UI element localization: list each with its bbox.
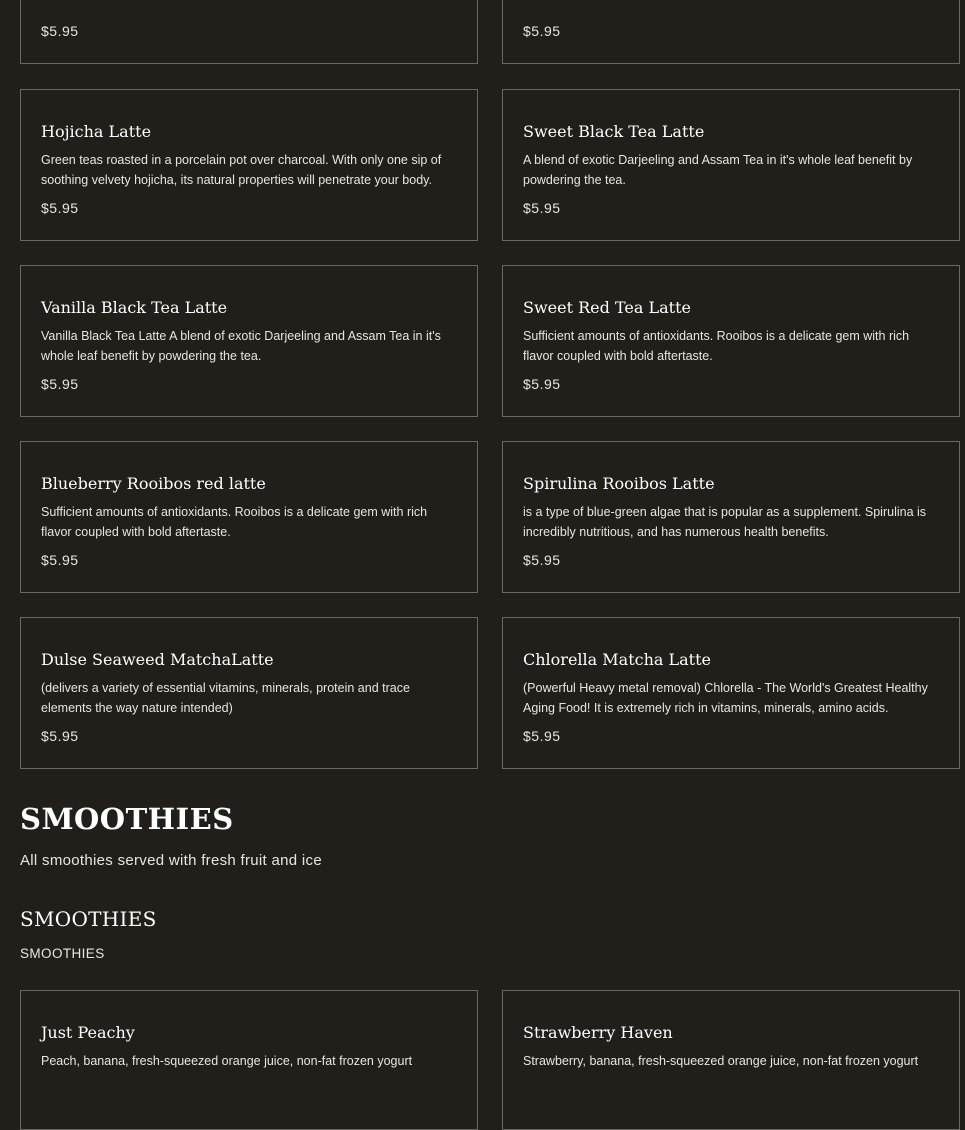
menu-item-card[interactable] [502, 0, 960, 64]
section-description: All smoothies served with fresh fruit and ice [20, 852, 322, 869]
menu-item-title: Vanilla Black Tea Latte [41, 298, 228, 317]
menu-item-card[interactable] [20, 441, 478, 593]
menu-item-title: Blueberry Rooibos red latte [41, 474, 266, 493]
category-title: SMOOTHIES [20, 907, 157, 931]
menu-item-title: Strawberry Haven [523, 1023, 673, 1042]
menu-item-price: $5.95 [523, 200, 561, 216]
category-description: SMOOTHIES [20, 946, 105, 961]
menu-item-description: Sufficient amounts of antioxidants. Rooibos is a delicate gem with rich flavor coupled with bold aftertaste. [41, 505, 428, 539]
menu-item-price: $5.95 [41, 200, 79, 216]
menu-item-card[interactable] [20, 617, 478, 769]
menu-item-description: (delivers a variety of essential vitamins, minerals, protein and trace elements the way nature intended) [41, 681, 410, 715]
menu-item-price: $5.95 [41, 728, 79, 744]
menu-item-title: Dulse Seaweed MatchaLatte [41, 650, 274, 669]
menu-item-price: $5.95 [523, 23, 561, 39]
menu-item-price: $5.95 [523, 728, 561, 744]
menu-item-description: Peach, banana, fresh-squeezed orange juice, non-fat frozen yogurt [41, 1054, 413, 1068]
menu-item-title: Hojicha Latte [41, 122, 152, 141]
menu-item-description: A blend of exotic Darjeeling and Assam Tea in it's whole leaf benefit by powdering the tea. [523, 153, 913, 187]
menu-item-description: Strawberry, banana, fresh-squeezed orange juice, non-fat frozen yogurt [523, 1054, 919, 1068]
menu-item-card[interactable] [20, 0, 478, 64]
section-title: SMOOTHIES [20, 802, 234, 836]
menu-item-card[interactable] [502, 265, 960, 417]
menu-item-description: Green teas roasted in a porcelain pot over charcoal. With only one sip of soothing velvety hojicha, its natural properties will penetrate your body. [41, 153, 442, 187]
menu-item-description: Sufficient amounts of antioxidants. Rooibos is a delicate gem with rich flavor coupled with bold aftertaste. [523, 329, 910, 363]
menu-grid-top [20, 0, 960, 64]
menu-item-price: $5.95 [41, 23, 79, 39]
menu-item-title: Spirulina Rooibos Latte [523, 474, 715, 493]
menu-item-card[interactable] [20, 265, 478, 417]
menu-item-price: $5.95 [523, 376, 561, 392]
menu-item-description: is a type of blue-green algae that is popular as a supplement. Spirulina is incredibly nutritious, and has numerous health benefits. [523, 505, 927, 539]
menu-item-card[interactable] [20, 990, 478, 1130]
menu-item-description: (Powerful Heavy metal removal) Chlorella - The World's Greatest Healthy Aging Food! It is extremely rich in vitamins, minerals, amino acids. [523, 681, 928, 715]
menu-item-title: Just Peachy [41, 1023, 135, 1042]
menu-item-card[interactable] [502, 441, 960, 593]
menu-item-card[interactable] [502, 617, 960, 769]
menu-item-card[interactable] [20, 89, 478, 241]
menu-item-title: Sweet Red Tea Latte [523, 298, 691, 317]
smoothie-menu-grid [20, 990, 960, 1130]
menu-item-price: $5.95 [41, 376, 79, 392]
latte-menu-grid [20, 89, 960, 769]
menu-item-card[interactable] [502, 990, 960, 1130]
menu-item-price: $5.95 [523, 552, 561, 568]
menu-item-price: $5.95 [41, 552, 79, 568]
menu-item-title: Sweet Black Tea Latte [523, 122, 705, 141]
menu-item-description: Vanilla Black Tea Latte A blend of exotic Darjeeling and Assam Tea in it's whole leaf benefit by powdering the tea. [41, 329, 441, 363]
menu-item-title: Chlorella Matcha Latte [523, 650, 712, 669]
menu-item-card[interactable] [502, 89, 960, 241]
